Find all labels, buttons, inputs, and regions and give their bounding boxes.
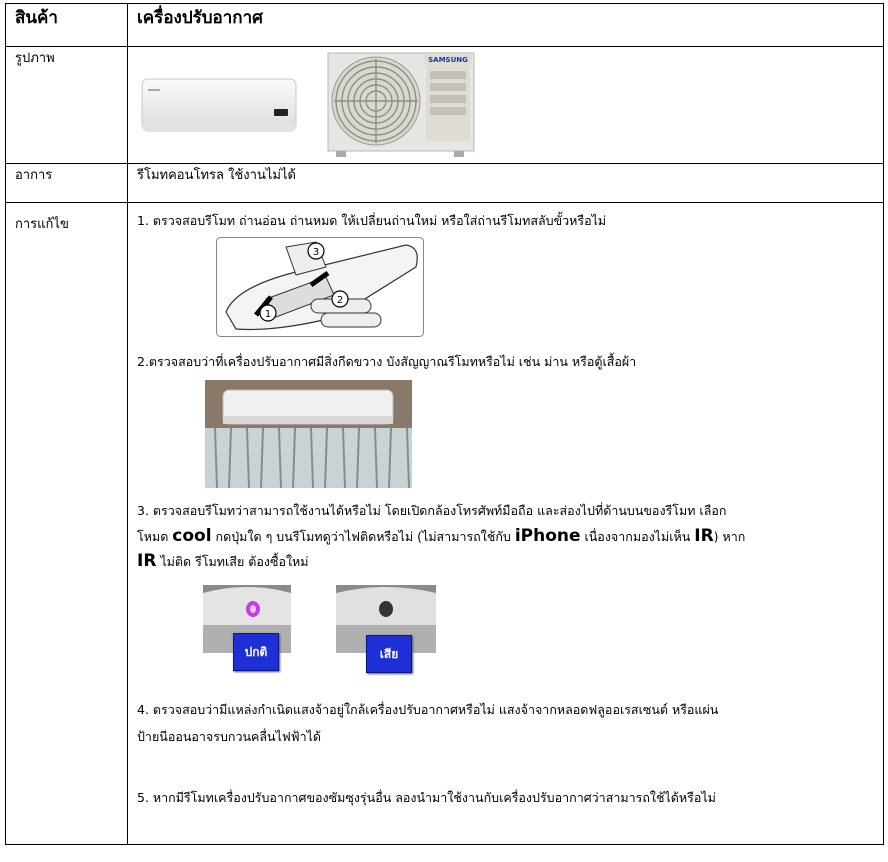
- image-row: [6, 47, 884, 164]
- step-2-text: 2.ตรวจสอบว่าที่เครื่องปรับอากาศมีสิ่งกีดขวาง บังสัญญาณรีโมทหรือไม่ เช่น ม่าน หรือตู้เสื้อผ้า: [137, 354, 637, 369]
- ac-curtain-image: [205, 380, 412, 488]
- troubleshooting-table: [5, 3, 884, 845]
- status-broken-label: เสีย: [366, 635, 412, 673]
- step-3-text: เนื่องจากมองไม่เห็น: [580, 529, 695, 544]
- cool-mode-text: cool: [172, 526, 212, 546]
- fix-row: [6, 203, 884, 845]
- image-row-label: รูปภาพ: [15, 51, 55, 66]
- marker-2: 2: [336, 295, 344, 306]
- symptom-row: [6, 164, 884, 203]
- step-3-line-3: [137, 550, 852, 573]
- indoor-unit-image: [140, 75, 300, 135]
- status-normal-label: ปกติ: [233, 633, 279, 671]
- remote-battery-image: [216, 237, 424, 337]
- step-5-text: 5. หากมีรีโมทเครื่องปรับอากาศของซัมซุงรุ่นอื่น ลองนำมาใช้งานกับเครื่องปรับอากาศว่าสามารถใช้ได้หรือไม่: [137, 790, 716, 805]
- step-3-text: ) หาก: [713, 529, 746, 544]
- step-1-text: 1. ตรวจสอบรีโมท ถ่านอ่อน ถ่านหมด ให้เปลี่ยนถ่านใหม่ หรือใส่ถ่านรีโมทสลับขั้วหรือไม่: [137, 213, 607, 228]
- outdoor-unit-image: [326, 51, 476, 159]
- step-4-line-1: 4. ตรวจสอบว่ามีแหล่งกำเนิดแสงจ้าอยู่ใกล้เครื่องปรับอากาศหรือไม่ แสงจ้าจากหลอดฟลูออเรสเซนต์ หรือแผ่น: [137, 702, 719, 717]
- product-images: [128, 47, 883, 163]
- marker-3: 3: [312, 247, 320, 258]
- fix-steps: [128, 203, 883, 844]
- iphone-text: iPhone: [514, 526, 581, 546]
- symptom-row-label: อาการ: [15, 168, 53, 183]
- product-column-header: สินค้า: [15, 8, 58, 28]
- symptom-text: รีโมทคอนโทรล ใช้งานไม่ได้: [137, 168, 296, 183]
- product-name-header: เครื่องปรับอากาศ: [137, 8, 263, 28]
- step-3-line-2: [137, 525, 852, 548]
- table-header-row: [6, 4, 884, 47]
- step-3-line-1: 3. ตรวจสอบรีโมทว่าสามารถใช้งานได้หรือไม่ โดยเปิดกล้องโทรศัพท์มือถือ และส่องไปที่ด้านบนของรีโมท เลือก: [137, 503, 727, 518]
- samsung-logo: SAMSUNG: [428, 56, 468, 64]
- ir-text: IR: [137, 551, 157, 571]
- step-3-text: ไม่ติด รีโมทเสีย ต้องซื้อใหม่: [156, 554, 309, 569]
- marker-1: 1: [264, 309, 272, 320]
- ir-text: IR: [694, 526, 714, 546]
- fix-row-label: การแก้ไข: [15, 217, 69, 232]
- step-3-text: โหมด: [137, 529, 173, 544]
- step-3-text: กดปุ่มใด ๆ บนรีโมทดูว่าไฟติดหรือไม่ (ไม่สามารถใช้กับ: [211, 529, 515, 544]
- step-4-line-2: ป้ายนีออนอาจรบกวนคลื่นไฟฟ้าได้: [137, 729, 321, 744]
